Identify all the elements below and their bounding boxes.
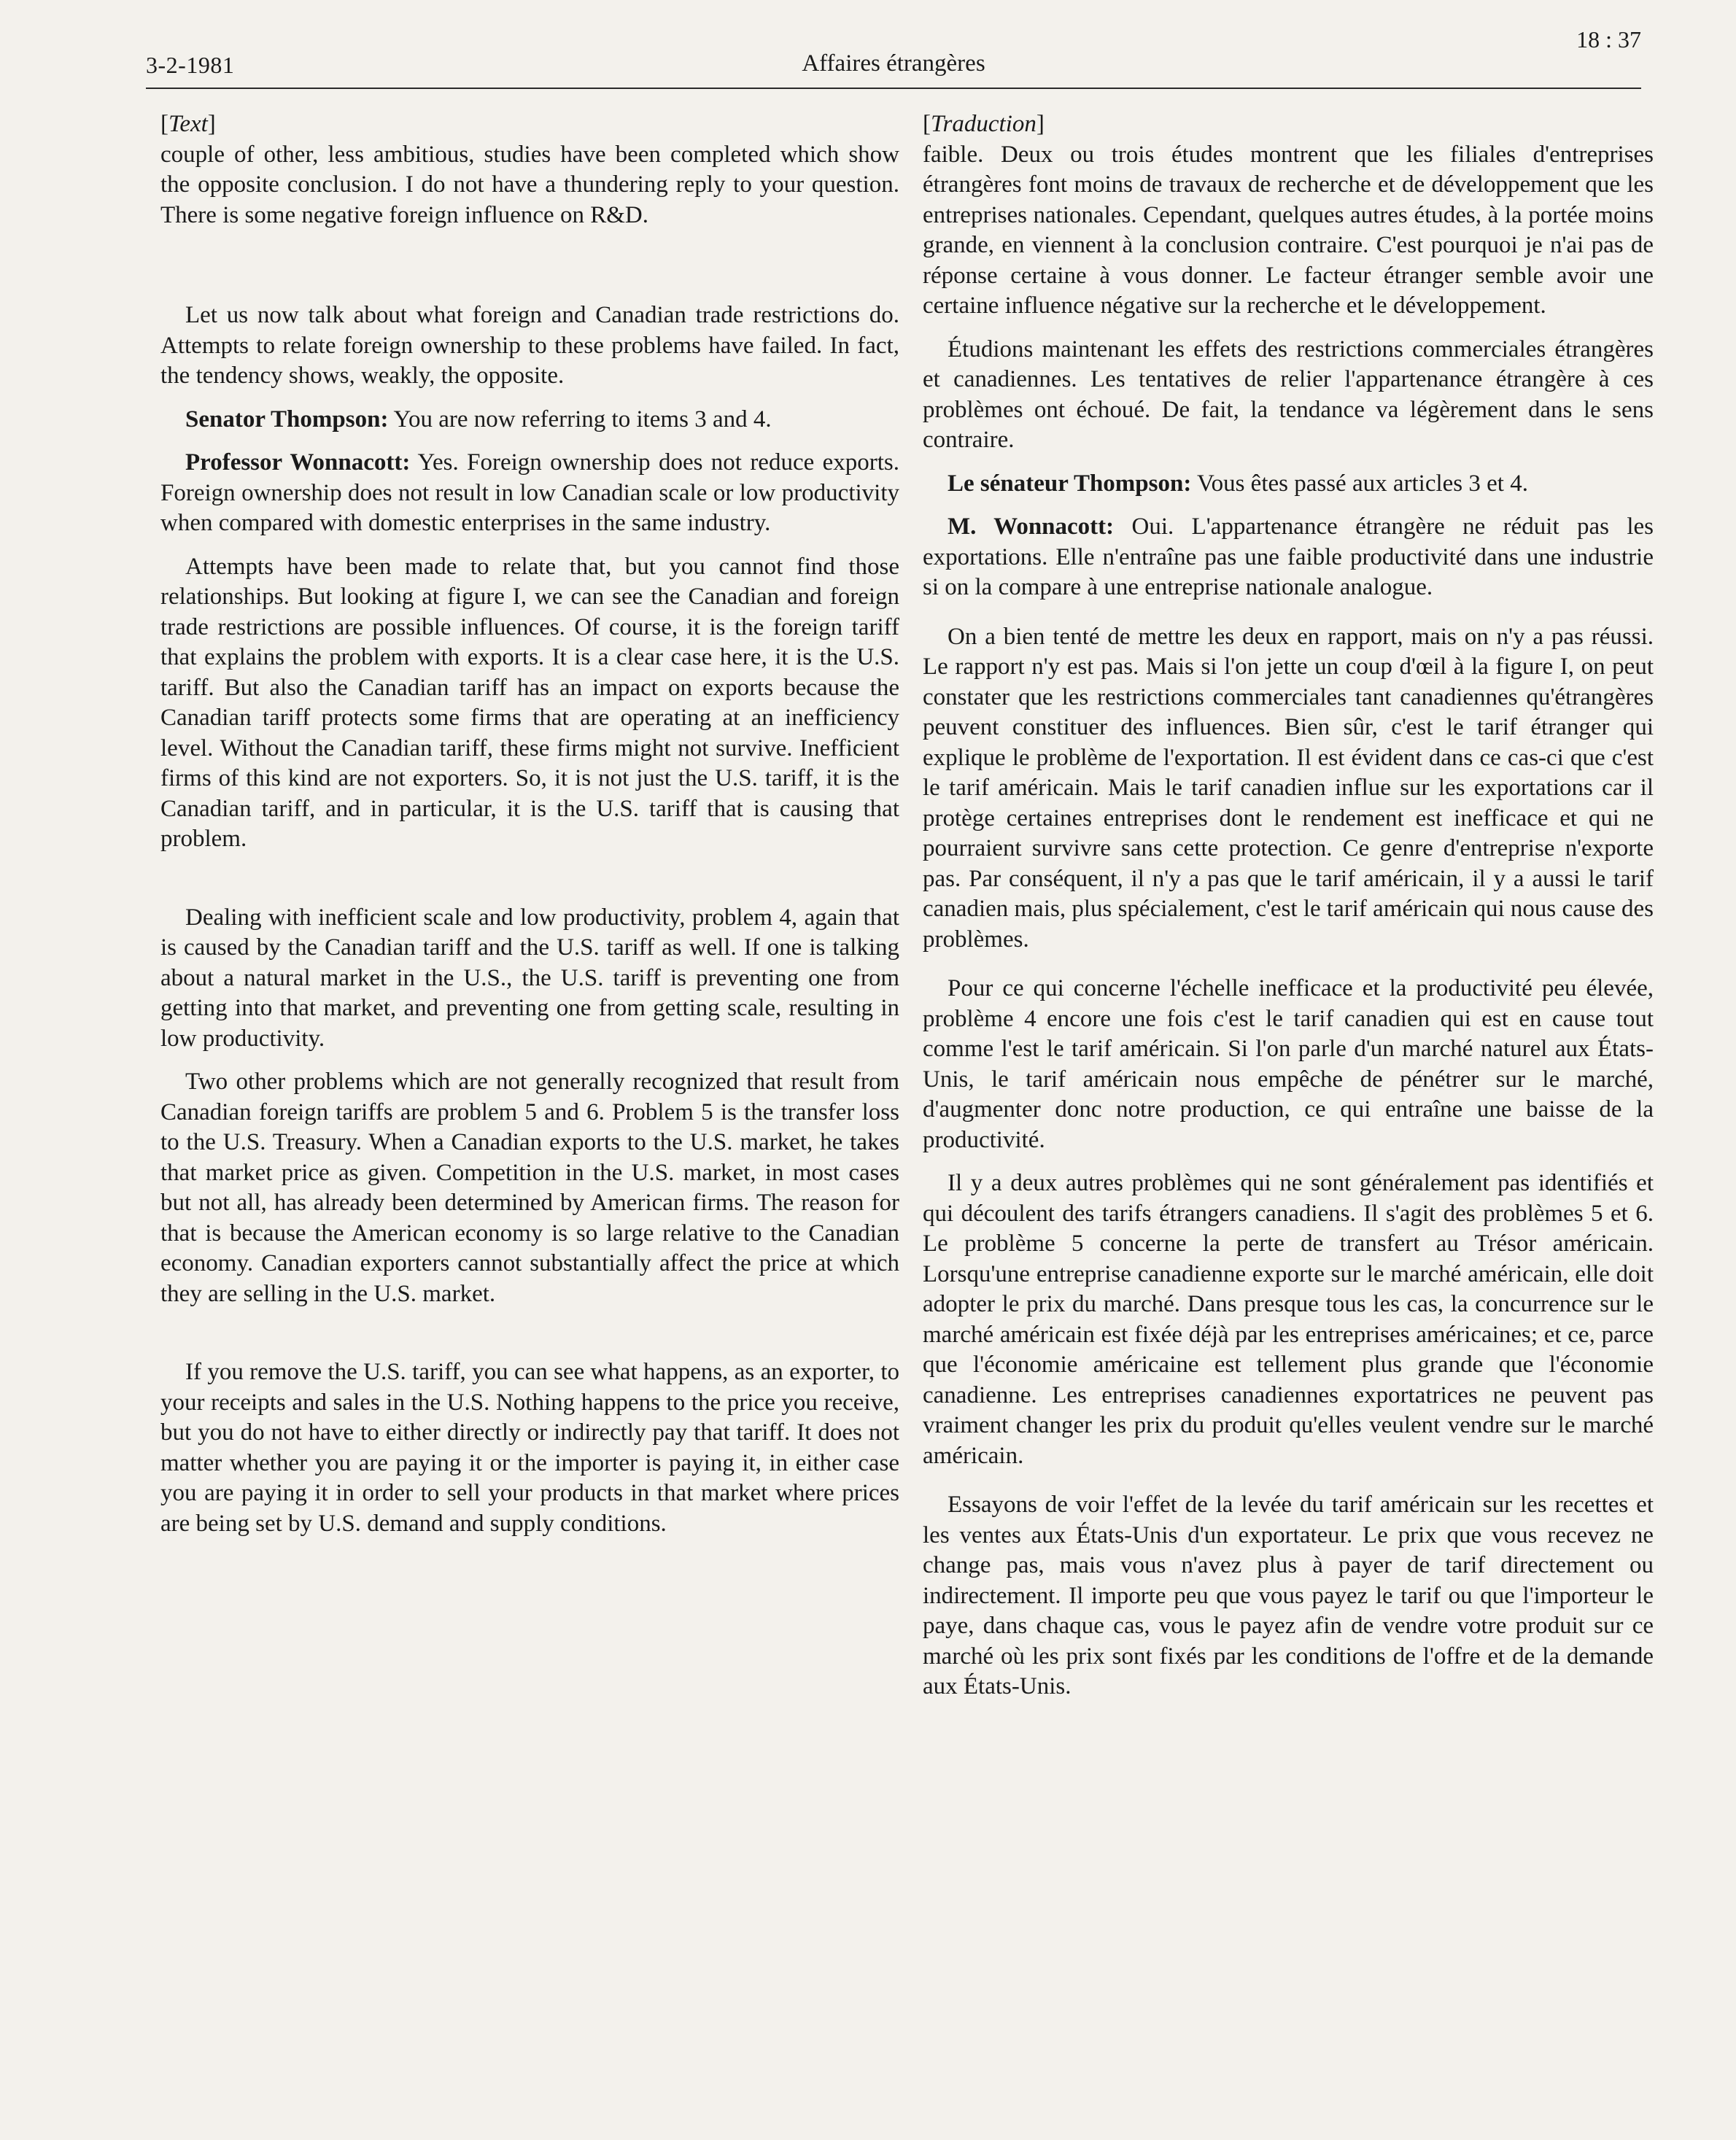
english-paragraph-3	[160, 405, 899, 435]
french-paragraph-7: Il y a deux autres problèmes qui ne sont généralement pas identifiés et qui découlent des tarifs étrangers canadiens. Il s'agit des problèmes 5 et 6. Le problème 5 concerne la perte de transfert au Trésor américain. Lorsqu'une entreprise canadienne exporte sur le marché américain, elle doit adopter le prix du marché. Dans presque tous les cas, la concurrence sur le marché américain est fixée déjà par les entreprises américaines; et ce, parce que l'économie américaine est tellement plus grande que l'économie canadienne. Les entreprises canadiennes exportatrices ne peuvent pas vraiment changer les prix du produit qu'elles veulent vendre sur le marché américain.	[923, 1170, 1654, 1469]
english-paragraph-6: Dealing with inefficient scale and low productivity, problem 4, again that is caused by the Canadian tariff and the U.S. tariff as well. If one is talking about a natural market in the U.S., the U.S. tariff is preventing one from getting into that market, and preventing one from getting scale, resulting in low productivity.	[160, 904, 899, 1052]
french-paragraph-1: faible. Deux ou trois études montrent que les filiales d'entreprises étrangères font moins de travaux de recherche et de développement que les entreprises nationales. Cependant, quelques autres études, à la portée moins grande, en viennent à la conclusion contraire. C'est pourquoi je n'ai pas de réponse certaine à vous donner. Le facteur étranger semble avoir une certaine influence négative sur la recherche et le développement.	[923, 141, 1654, 319]
english-paragraph-8: If you remove the U.S. tariff, you can see what happens, as an exporter, to your receipts and sales in the U.S. Nothing happens to the price you receive, but you do not have to either directly or indirectly pay that tariff. It does not matter whether you are paying it or the importer is paying it, in either case you are paying it in order to sell your products in that market where prices are being set by U.S. demand and supply conditions.	[160, 1359, 899, 1537]
english-paragraph-7: Two other problems which are not generally recognized that result from Canadian foreign tariffs are problem 5 and 6. Problem 5 is the transfer loss to the U.S. Treasury. When a Canadian exports to the U.S. market, he takes that market price as given. Competition in the U.S. market, in most cases but not all, has already been determined by American firms. The reason for that is because the American economy is so large relative to the Canadian economy. Canadian exporters cannot substantially affect the price at which they are selling in the U.S. market.	[160, 1069, 899, 1307]
header-title: Affaires étrangères	[802, 50, 985, 77]
header-page-number: 18 : 37	[1576, 26, 1641, 53]
french-paragraph-5: On a bien tenté de mettre les deux en rapport, mais on n'y a pas réussi. Le rapport n'y est pas. Mais si l'on jette un coup d'œil à la figure I, on peut constater que les restrictions commerciales tant canadiennes qu'étrangères peuvent constituer des influences. Bien sûr, c'est le tarif étranger qui explique le problème de l'exportation. Il est évident dans ce cas-ci que c'est le tarif américain. Mais le tarif canadien influe sur les exportations car il protège certaines entreprises dont le rendement est inefficace et qui ne pourraient survivre sans cette protection. Ce genre d'entreprise n'exporte pas. Par conséquent, il n'y a pas que le tarif américain, il y a aussi le tarif canadien mais, plus spécialement, c'est le tarif américain qui nous cause des problèmes.	[923, 623, 1654, 953]
english-paragraph-2: Let us now talk about what foreign and Canadian trade restrictions do. Attempts to relate foreign ownership to these problems have failed. In fact, the tendency shows, weakly, the opposite.	[160, 302, 899, 389]
english-paragraph-4	[160, 448, 899, 539]
french-paragraph-6: Pour ce qui concerne l'échelle inefficace et la productivité peu élevée, problème 4 encore une fois c'est le tarif canadien qui est en cause tout comme l'est le tarif américain. Si l'on parle d'un marché naturel aux États-Unis, le tarif américain nous empêche de pénétrer sur le marché, d'augmenter donc notre production, ce qui entraîne une baisse de la productivité.	[923, 975, 1654, 1153]
speech-text: You are now referring to items 3 and 4.	[388, 406, 772, 433]
page-header	[146, 26, 1641, 88]
speech-text: Oui. L'appartenance étrangère ne réduit pas les exportations. Elle n'entraîne pas une faible productivité dans une industrie si on la compare à une entreprise nationale analogue.	[923, 513, 1654, 600]
english-paragraph-5: Attempts have been made to relate that, but you cannot find those relationships. But looking at figure I, we can see the Canadian and foreign trade restrictions are possible influences. Of course, it is the foreign tariff that explains the problem with exports. It is a clear case here, it is the U.S. tariff. But also the Canadian tariff has an impact on exports because the Canadian tariff protects some firms that are operating at an inefficiency level. Without the Canadian tariff, these firms might not survive. Inefficient firms of this kind are not exporters. So, it is not just the U.S. tariff, it is the Canadian tariff, and in particular, it is the U.S. tariff that is causing that problem.	[160, 553, 899, 852]
french-column	[923, 109, 1654, 1702]
english-column-label-text: Text	[168, 111, 208, 137]
speaker-name: Professor Wonnacott:	[185, 449, 411, 476]
speech-text: Vous êtes passé aux articles 3 et 4.	[1191, 470, 1528, 497]
french-paragraph-8: Essayons de voir l'effet de la levée du tarif américain sur les recettes et les ventes aux États-Unis d'un exportateur. Le prix que vous recevez ne change pas, mais vous n'avez plus à payer de tarif directement ou indirectement. Il importe peu que vous payez le tarif ou que l'importeur le paye, dans chaque cas, vous le payez afin de vendre votre produit sur ce marché où les prix sont fixés par les conditions de l'offre et de la demande aux États-Unis.	[923, 1492, 1654, 1699]
speech-text: Yes. Foreign ownership does not reduce exports. Foreign ownership does not result in low Canadian scale or low productivity when compared with domestic enterprises in the same industry.	[160, 449, 899, 536]
speaker-name: M. Wonnacott:	[948, 513, 1115, 540]
header-rule	[146, 88, 1641, 89]
english-column	[160, 109, 899, 1539]
header-date: 3-2-1981	[146, 52, 235, 78]
english-column-label: [Text]	[160, 111, 216, 137]
english-paragraph-1: couple of other, less ambitious, studies have been completed which show the opposite conclusion. I do not have a thundering reply to your question. There is some negative foreign influence on R&D.	[160, 141, 899, 228]
french-paragraph-2: Étudions maintenant les effets des restrictions commerciales étrangères et canadiennes. Les tentatives de relier l'appartenance étrangère à ces problèmes ont échoué. De fait, la tendance va légèrement dans le sens contraire.	[923, 336, 1654, 453]
speaker-name: Senator Thompson:	[185, 406, 389, 433]
speaker-name: Le sénateur Thompson:	[948, 470, 1192, 497]
french-column-label: [Traduction]	[923, 111, 1045, 137]
french-column-label-text: Traduction	[931, 111, 1036, 137]
french-paragraph-3	[923, 469, 1654, 500]
french-paragraph-4	[923, 512, 1654, 603]
